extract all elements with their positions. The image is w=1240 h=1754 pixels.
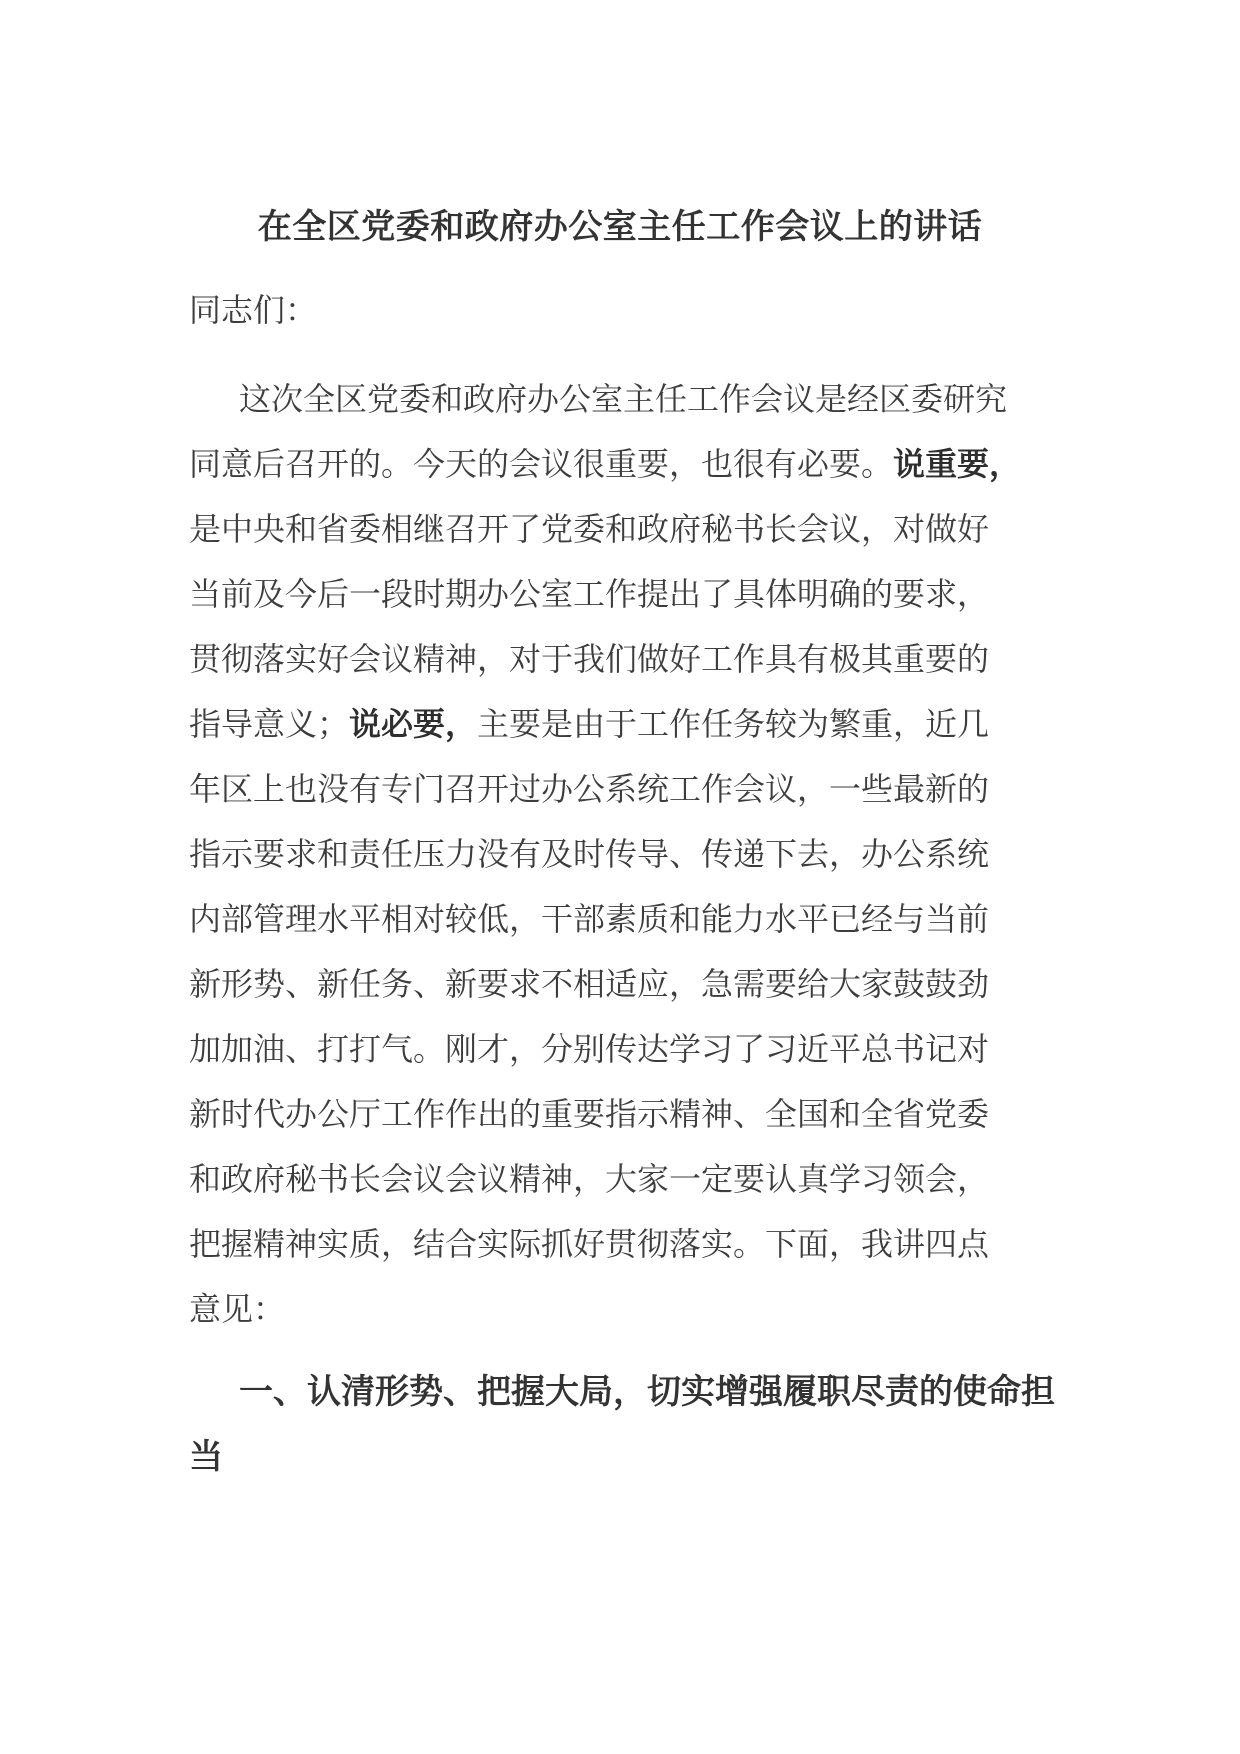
- body-paragraph: [189, 367, 1069, 1342]
- paragraph-text: 内部管理水平相对较低，干部素质和能力水平已经与当前: [189, 900, 990, 938]
- paragraph-line: [189, 887, 1069, 952]
- paragraph-line: [189, 1277, 1069, 1342]
- paragraph-text: 年区上也没有专门召开过办公系统工作会议，一些最新的: [189, 770, 990, 808]
- paragraph-text: 意见：: [189, 1290, 286, 1328]
- paragraph-line: [189, 952, 1069, 1017]
- heading-line: 一、认清形势、把握大局，切实增强履职尽责的使命担: [239, 1372, 1055, 1412]
- paragraph-text: 新形势、新任务、新要求不相适应，急需要给大家鼓鼓劲: [189, 965, 990, 1003]
- heading-line: 当: [189, 1437, 223, 1477]
- paragraph-line: [189, 1017, 1069, 1082]
- salutation: 同志们：: [189, 291, 318, 329]
- paragraph-line: [189, 1082, 1069, 1147]
- paragraph-text: 新时代办公厅工作作出的重要指示精神、全国和全省党委: [189, 1095, 990, 1133]
- document-title: 在全区党委和政府办公室主任工作会议上的讲话: [257, 207, 983, 247]
- paragraph-text: 这次全区党委和政府办公室主任工作会议是经区委研究: [239, 380, 1008, 418]
- paragraph-text: 是中央和省委相继召开了党委和政府秘书长会议，对做好: [189, 510, 990, 548]
- paragraph-text: 贯彻落实好会议精神，对于我们做好工作具有极其重要的: [189, 640, 990, 678]
- paragraph-text: 主要是由于工作任务较为繁重，近几: [477, 705, 990, 743]
- section-heading-1: [189, 1360, 1069, 1490]
- paragraph-line: [189, 822, 1069, 887]
- paragraph-line: [189, 497, 1069, 562]
- emphasis-text: 说必要，: [349, 705, 478, 743]
- paragraph-line: [189, 367, 1069, 432]
- paragraph-line: [189, 692, 1069, 757]
- paragraph-text: 把握精神实质，结合实际抓好贯彻落实。下面，我讲四点: [189, 1225, 990, 1263]
- emphasis-text: 说重要，: [893, 445, 1022, 483]
- paragraph-text: 当前及今后一段时期办公室工作提出了具体明确的要求，: [189, 575, 990, 613]
- paragraph-text: 和政府秘书长会议会议精神，大家一定要认真学习领会，: [189, 1160, 990, 1198]
- paragraph-line: [189, 432, 1069, 497]
- paragraph-text: 指示要求和责任压力没有及时传导、传递下去，办公系统: [189, 835, 990, 873]
- paragraph-text: 指导意义；: [189, 705, 350, 743]
- paragraph-line: [189, 627, 1069, 692]
- paragraph-line: [189, 1147, 1069, 1212]
- paragraph-text: 加加油、打打气。刚才，分别传达学习了习近平总书记对: [189, 1030, 990, 1068]
- paragraph-line: [189, 1212, 1069, 1277]
- paragraph-text: 同意后召开的。今天的会议很重要，也很有必要。: [189, 445, 894, 483]
- paragraph-line: [189, 757, 1069, 822]
- paragraph-line: [189, 562, 1069, 627]
